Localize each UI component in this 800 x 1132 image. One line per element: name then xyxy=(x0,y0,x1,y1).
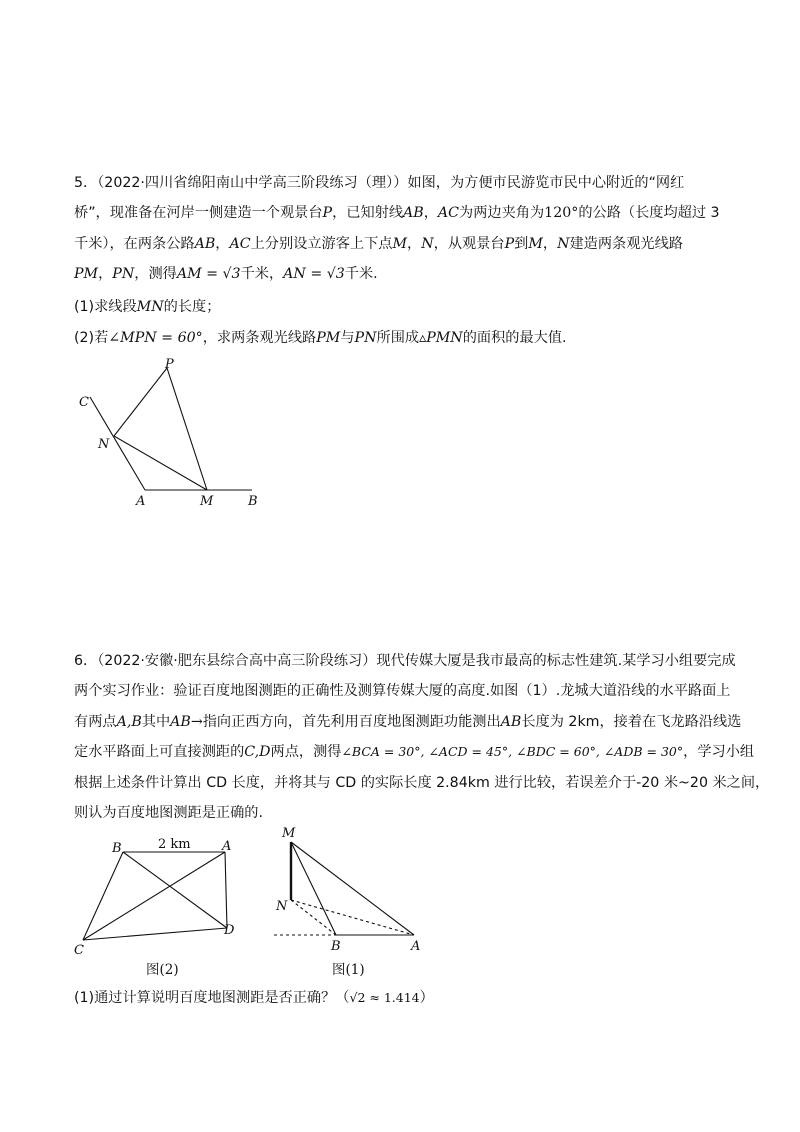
p5-line3-text-e: 建造两条观光线路 xyxy=(569,236,683,252)
math-points-AB: A,B xyxy=(116,714,142,730)
segment-AD xyxy=(225,852,227,928)
p6-line5-text: 根据上述条件计算出 CD 长度，并将其与 CD 的实际长度 2.84km 进行比较，若误差介于-20 米~20 米之间， xyxy=(74,775,770,791)
label-M-fig1: M xyxy=(282,826,296,841)
p6-question-1 xyxy=(74,991,434,1005)
p6-line-6 xyxy=(74,806,263,820)
segment-MB xyxy=(291,842,336,935)
math-N-2: N xyxy=(557,236,570,252)
p5-line3-text-a: 千米），在两条公路 xyxy=(74,236,195,252)
p6-line4-text-c: ，学习小组 xyxy=(683,744,755,760)
label-C: C xyxy=(79,395,89,410)
math-PM: PM xyxy=(74,266,99,282)
p6-line4-text-b: 两点，测得 xyxy=(270,744,342,760)
p5-q1-text-b: 的长度； xyxy=(163,299,221,315)
label-A: A xyxy=(136,494,146,509)
math-AN: AN = √3 xyxy=(283,266,345,282)
p5-line-1 xyxy=(74,176,684,190)
label-B: B xyxy=(248,494,258,509)
segment-CD xyxy=(83,928,227,940)
p6-line2-text: 两个实习作业：验证百度地图测距的正确性及测算传媒大厦的高度.如图（1）.龙城大道沿线的水平路面上 xyxy=(74,683,731,699)
p5-line3-text-d: 到 xyxy=(514,236,529,252)
p6-line4-text-a: 定水平路面上可直接测距的 xyxy=(74,744,245,760)
label-D-fig2: D xyxy=(224,923,235,938)
p5-line1-text: 5．（2022·四川省绵阳南山中学高三阶段练习（理））如图，为方便市民游览市民中心附近的“网红 xyxy=(74,175,685,191)
p6-line-2 xyxy=(74,684,731,698)
math-P: P xyxy=(322,205,333,221)
caption-fig1: 图(1) xyxy=(332,962,365,978)
segment-MA xyxy=(291,842,414,935)
label-M: M xyxy=(200,494,214,509)
label-N-fig1: N xyxy=(276,899,288,914)
p6-line3-text-b: 其中 xyxy=(141,714,171,730)
math-AC: AC xyxy=(437,205,460,221)
label-P: P xyxy=(165,357,174,372)
label-B-fig2: B xyxy=(112,841,122,856)
p5-q2-text-d: 所围成 xyxy=(376,330,420,346)
math-angle-120: 120° xyxy=(544,205,579,221)
p6-line3-text-a: 有两点 xyxy=(74,714,117,730)
p6-line-4 xyxy=(74,745,754,759)
p5-line-2: 桥”，现准备在河岸一侧建造一个观景台P，已知射线AB，AC为两边夹角为120°的公路（长度均超过 3 xyxy=(74,205,720,221)
segment-BD xyxy=(123,852,227,928)
caption-fig2: 图(2) xyxy=(146,962,179,978)
math-AB-p6: AB xyxy=(500,714,522,730)
math-vector-AB: AB→ xyxy=(170,714,203,730)
label-2km: 2 km xyxy=(158,837,191,852)
math-angle-MPN: ∠MPN = 60° xyxy=(108,330,203,346)
p6-line-5 xyxy=(74,776,769,790)
label-C-fig2: C xyxy=(74,943,84,958)
p5-line2-text-c: 为两边夹角为 xyxy=(459,205,545,221)
math-PN: PN xyxy=(112,266,135,282)
label-A-fig2: A xyxy=(222,839,232,854)
p5-line4-text-c: 千米. xyxy=(344,266,378,282)
p5-q2-text-e: 的面积的最大值. xyxy=(462,330,567,346)
p5-q2-text-c: 与 xyxy=(340,330,355,346)
segment-CA xyxy=(83,852,225,940)
math-P-2: P xyxy=(504,236,515,252)
p6-line-3 xyxy=(74,715,741,729)
p5-line-4: PM，PN，测得AM = √3千米，AN = √3千米. xyxy=(74,266,378,282)
math-angles: ∠BCA = 30°, ∠ACD = 45°, ∠BDC = 60°, ∠ADB = 30° xyxy=(341,744,684,759)
dashed-NB xyxy=(291,900,336,935)
p6-line6-text: 则认为百度地图测距是正确的. xyxy=(74,805,263,821)
math-triangle-PMN: ▵PMN xyxy=(419,330,463,346)
p5-line2-text-b: ，已知射线 xyxy=(332,205,404,221)
math-sqrt2-approx: √2 ≈ 1.414 xyxy=(349,990,420,1005)
segment-NM xyxy=(114,436,207,490)
p5-q1-text-a: (1)求线段 xyxy=(74,299,137,315)
math-M: M xyxy=(392,236,407,252)
p5-line4-text-a: ，测得 xyxy=(134,266,177,282)
p5-figure xyxy=(70,352,280,512)
dashed-NA xyxy=(291,900,414,935)
p5-q2-text-b: ，求两条观光线路 xyxy=(202,330,317,346)
math-PN-2: PN xyxy=(354,330,377,346)
p5-line3-text-b: 上分别设立游客上下点 xyxy=(250,236,393,252)
label-N: N xyxy=(98,437,110,452)
p6-figure-2 xyxy=(70,830,260,980)
math-MN: MN xyxy=(136,299,164,315)
p6-line1-text: 6．（2022·安徽·肥东县综合高中高三阶段练习）现代传媒大厦是我市最高的标志性建筑.某学习小组要完成 xyxy=(74,653,736,669)
math-AB: AB xyxy=(403,205,424,221)
p6-line-1 xyxy=(74,654,736,668)
label-B-fig1: B xyxy=(331,939,341,954)
math-M-2: M xyxy=(528,236,543,252)
p5-line-3: 千米），在两条公路AB，AC上分别设立游客上下点M，N，从观景台P到M，N建造两条观光线路 xyxy=(74,236,683,252)
p5-line2-text-d: 的公路（长度均超过 3 xyxy=(578,205,720,221)
p5-q2-text-a: (2)若 xyxy=(74,330,109,346)
p6-figure-1 xyxy=(270,820,440,980)
p6-line3-text-c: 指向正西方向，首先利用百度地图测距功能测出 xyxy=(202,714,501,730)
math-PM-2: PM xyxy=(316,330,341,346)
p5-question-2 xyxy=(74,331,567,345)
segment-PM xyxy=(167,368,207,490)
p6-q1-text-c: ） xyxy=(419,990,434,1006)
math-N: N xyxy=(421,236,434,252)
math-AC-2: AC xyxy=(229,236,251,252)
segment-BC xyxy=(83,852,123,940)
p5-line2-text-a: 桥”，现准备在河岸一侧建造一个观景台 xyxy=(74,205,323,221)
math-AM: AM = √3 xyxy=(176,266,241,282)
p5-question-1 xyxy=(74,300,220,314)
p6-q1-text-a: (1)通过计算说明百度地图测距是否正确？（ xyxy=(74,990,350,1006)
math-AB-2: AB xyxy=(194,236,216,252)
p5-line4-text-b: 千米， xyxy=(240,266,284,282)
segment-PN xyxy=(114,368,167,436)
p5-line3-text-c: ，从观景台 xyxy=(433,236,505,252)
math-points-CD: C,D xyxy=(244,744,271,760)
p6-line3-text-d: 长度为 2km，接着在飞龙路沿线选 xyxy=(521,714,742,730)
label-A-fig1: A xyxy=(411,939,421,954)
